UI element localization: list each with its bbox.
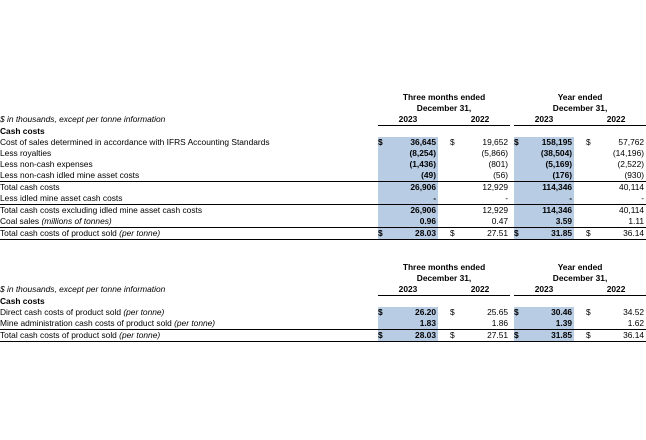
value-q4-2023: 28.03 — [390, 330, 438, 342]
row-label: Less non-cash expenses — [0, 159, 93, 169]
year-header: Year ended — [557, 92, 603, 102]
table-row — [0, 137, 646, 148]
table-row — [0, 159, 646, 170]
year-label: 2023 — [378, 284, 438, 296]
currency-sign: $ — [514, 330, 526, 342]
value-fy-2022: (2,522) — [617, 159, 645, 169]
value-fy-2022: 57,762 — [618, 137, 645, 147]
value-q4-2022: 27.51 — [462, 228, 510, 240]
value-fy-2023: - — [526, 193, 574, 205]
value-fy-2022: - — [641, 193, 645, 203]
year-label: 2023 — [514, 114, 574, 126]
year-header: Year ended — [557, 262, 603, 272]
value-q4-2023: 36,645 — [390, 137, 438, 148]
currency-sign: $ — [378, 330, 390, 342]
table-row — [0, 205, 646, 217]
year-date: December 31, — [552, 273, 608, 283]
row-label: Direct cash costs of product sold (per tonne) — [0, 307, 165, 317]
table-row — [0, 318, 646, 330]
row-label: Cost of sales determined in accordance with IFRS Accounting Standards — [0, 137, 270, 147]
value-fy-2022: (930) — [624, 170, 645, 180]
value-q4-2023: 0.96 — [390, 216, 438, 228]
value-fy-2023: 114,346 — [526, 182, 574, 194]
value-q4-2023: 28.03 — [390, 228, 438, 240]
value-fy-2023: 114,346 — [526, 205, 574, 217]
row-label: Mine administration cash costs of product sold (per tonne) — [0, 318, 216, 328]
year-header-row — [0, 284, 646, 296]
currency-sign: $ — [514, 137, 526, 148]
value-fy-2022: 34.52 — [623, 307, 645, 317]
year-label: 2022 — [586, 284, 646, 296]
table-row-total — [0, 228, 646, 240]
value-q4-2022: 1.86 — [491, 318, 509, 328]
year-label: 2022 — [586, 114, 646, 126]
value-q4-2023: 26,906 — [390, 205, 438, 217]
currency-sign: $ — [586, 330, 598, 342]
row-label: Less royalties — [0, 148, 52, 158]
value-q4-2022: - — [505, 193, 509, 203]
currency-sign: $ — [450, 137, 455, 147]
three-months-date: December 31, — [416, 273, 472, 283]
row-label: Total cash costs — [0, 182, 374, 194]
currency-sign: $ — [450, 330, 462, 342]
value-q4-2023: - — [390, 193, 438, 205]
value-q4-2023: (1,436) — [390, 159, 438, 170]
year-label: 2022 — [450, 284, 510, 296]
table-row — [0, 216, 646, 228]
value-fy-2022: (14,196) — [612, 148, 645, 158]
value-fy-2023: 31.85 — [526, 228, 574, 240]
value-q4-2022: 25.65 — [487, 307, 509, 317]
value-q4-2023: 26,906 — [390, 182, 438, 194]
value-q4-2023: (8,254) — [390, 148, 438, 159]
table-row — [0, 182, 646, 194]
value-fy-2023: (38,504) — [526, 148, 574, 159]
value-fy-2023: 31.85 — [526, 330, 574, 342]
value-fy-2022: 36.14 — [598, 330, 646, 342]
three-months-date: December 31, — [416, 103, 472, 113]
currency-sign: $ — [378, 307, 390, 318]
value-q4-2023: 1.83 — [390, 318, 438, 330]
value-fy-2023: (5,169) — [526, 159, 574, 170]
currency-sign: $ — [586, 228, 598, 240]
value-q4-2022: 12,929 — [462, 182, 510, 194]
units-note: $ in thousands, except per tonne information — [0, 284, 166, 295]
currency-sign: $ — [514, 228, 526, 240]
currency-sign: $ — [450, 307, 455, 317]
section-title: Cash costs — [0, 125, 45, 136]
year-header-row — [0, 114, 646, 126]
period-subheader-row — [0, 103, 646, 114]
cash-costs-per-tonne-table — [0, 262, 646, 342]
row-label: Less non-cash idled mine asset costs — [0, 170, 140, 180]
row-label: Total cash costs of product sold (per tonne) — [0, 330, 374, 342]
year-label: 2022 — [450, 114, 510, 126]
three-months-header: Three months ended — [402, 92, 486, 102]
currency-sign: $ — [586, 307, 591, 317]
row-label: Less idled mine asset cash costs — [0, 193, 123, 203]
row-label: Coal sales (millions of tonnes) — [0, 216, 112, 226]
three-months-header: Three months ended — [402, 262, 486, 272]
table-row — [0, 170, 646, 182]
value-fy-2023: 30.46 — [526, 307, 574, 318]
currency-sign: $ — [450, 228, 462, 240]
year-label: 2023 — [378, 114, 438, 126]
table-row — [0, 307, 646, 318]
table-row — [0, 193, 646, 205]
value-q4-2022: 12,929 — [462, 205, 510, 217]
value-fy-2023: 158,195 — [526, 137, 574, 148]
period-header-row — [0, 92, 646, 103]
currency-sign: $ — [378, 228, 390, 240]
row-label: Total cash costs of product sold (per tonne) — [0, 228, 374, 240]
value-fy-2022: 40,114 — [598, 182, 646, 194]
year-label: 2023 — [514, 284, 574, 296]
year-date: December 31, — [552, 103, 608, 113]
section-row — [0, 296, 646, 308]
value-fy-2022: 1.11 — [628, 216, 645, 226]
value-q4-2023: (49) — [390, 170, 438, 182]
value-fy-2022: 40,114 — [598, 205, 646, 217]
currency-sign: $ — [586, 137, 591, 147]
value-q4-2023: 26.20 — [390, 307, 438, 318]
value-fy-2023: (176) — [526, 170, 574, 182]
table-row-total — [0, 330, 646, 342]
section-title: Cash costs — [0, 295, 45, 306]
row-label: Total cash costs excluding idled mine asset cash costs — [0, 205, 374, 217]
value-fy-2022: 1.62 — [627, 318, 645, 328]
section-row — [0, 126, 646, 138]
value-q4-2022: (5,866) — [481, 148, 509, 158]
currency-sign: $ — [378, 137, 390, 148]
table-row — [0, 148, 646, 159]
units-note: $ in thousands, except per tonne information — [0, 114, 166, 125]
value-fy-2022: 36.14 — [598, 228, 646, 240]
value-q4-2022: (801) — [488, 159, 509, 169]
value-fy-2023: 1.39 — [526, 318, 574, 330]
value-q4-2022: (56) — [493, 170, 509, 180]
value-q4-2022: 27.51 — [462, 330, 510, 342]
value-q4-2022: 0.47 — [491, 216, 509, 226]
value-fy-2023: 3.59 — [526, 216, 574, 228]
cash-costs-table — [0, 92, 646, 240]
value-q4-2022: 19,652 — [482, 137, 509, 147]
currency-sign: $ — [514, 307, 526, 318]
period-subheader-row — [0, 273, 646, 284]
period-header-row — [0, 262, 646, 273]
